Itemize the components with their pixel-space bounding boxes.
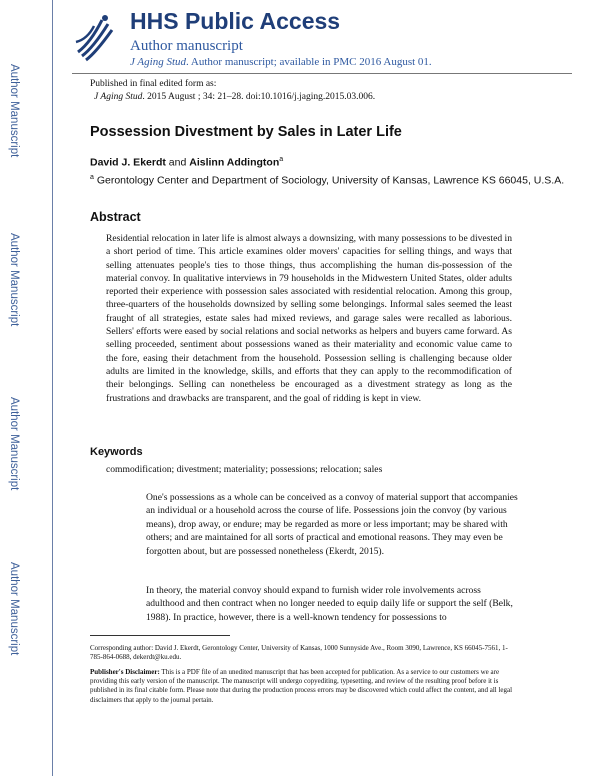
author-manuscript-label: Author manuscript	[130, 38, 243, 54]
author-2-affil-mark: a	[279, 156, 284, 163]
sidebar-label-1: Author Manuscript	[8, 64, 20, 158]
corresponding-author-footnote: Corresponding author: David J. Ekerdt, Gerontology Center, University of Kansas, 1000 Sunnyside Ave., Room 3090, Lawrence, KS 66045-7561, 1-785-864-0688, dekerdt@ku.edu.	[90, 644, 508, 662]
hhs-eagle-logo-icon	[72, 12, 116, 64]
brand-title: HHS Public Access	[130, 8, 341, 34]
body-paragraph-1: One's possessions as a whole can be conceived as a convoy of material support that accompanies an individual or a household across the course of life. Possessions join the convoy (by various means), drop away, or endure; may be regarded as more or less important; may be shared with others; and are maintained for all sorts of practical and emotional reasons. They may even be forgotten about, but are possessed nonetheless (Ekerdt, 2015).	[146, 492, 518, 557]
header-rule	[72, 73, 572, 74]
citation-line	[90, 91, 375, 104]
availability-text: . Author manuscript; available in PMC 2016 August 01.	[186, 56, 432, 68]
author-2: Aislinn Addington	[189, 156, 280, 169]
published-label: Published in final edited form as:	[90, 79, 217, 89]
author-1: David J. Ekerdt	[90, 156, 166, 169]
citation-journal: J Aging Stud	[94, 92, 143, 102]
sidebar-label-4: Author Manuscript	[8, 562, 20, 656]
footnote-rule	[90, 635, 230, 636]
keywords-text: commodification; divestment; materiality; possessions; relocation; sales	[106, 464, 383, 475]
affiliation-text: Gerontology Center and Department of Sociology, University of Kansas, Lawrence KS 66045, U.S.A.	[93, 174, 565, 187]
paper-title: Possession Divestment by Sales in Later Life	[90, 124, 402, 140]
publisher-disclaimer	[90, 668, 520, 705]
disclaimer-label: Publisher's Disclaimer:	[90, 668, 160, 676]
sidebar	[0, 0, 60, 776]
disclaimer-text: This is a PDF file of an unedited manuscript that has been accepted for publication. As a service to our customers we are providing this early version of the manuscript. The manuscript will undergo copyediting, typesetting, and review of the resulting proof before it is published in its final citable form. Please note that during the production process errors may be discovered which could affect the content, and all legal disclaimers that apply to the journal pertain.	[90, 668, 513, 704]
affiliation	[90, 171, 580, 188]
sidebar-label-2: Author Manuscript	[8, 233, 20, 327]
availability-line	[130, 56, 432, 68]
citation-text: . 2015 August ; 34: 21–28. doi:10.1016/j.jaging.2015.03.006.	[142, 92, 376, 102]
sidebar-divider	[52, 0, 53, 776]
authors	[90, 156, 283, 169]
body-paragraph-2: In theory, the material convoy should expand to furnish wider role involvements across adulthood and then contract when no longer needed to equip daily life or support the self (Belk, 1988). In practice, however, there is a well-known tendency for possessions to	[146, 585, 513, 623]
journal-abbrev: J Aging Stud	[130, 56, 187, 68]
sidebar-label-3: Author Manuscript	[8, 397, 20, 491]
header	[72, 10, 592, 70]
keywords-heading: Keywords	[90, 446, 143, 458]
abstract-heading: Abstract	[90, 210, 141, 224]
abstract-text: Residential relocation in later life is almost always a downsizing, with many possessions to be divested in a short period of time. This article examines older movers' capacities for selling things, and ways that selling attenuates people's ties to those things, thus accomplishing the human dis-possession of the material convoy. In qualitative interviews in 79 households in the Midwestern United States, older adults reported their experience with possession sales associated with residential relocation. Among this group, three-quarters of the households downsized by selling some belongings. Informal sales seemed the least fraught of all strategies, estate sales had mixed reviews, and garage sales were recalled as laborious. Sellers' efforts were eased by social relations and social networks as helpers and buyers came forward. As selling proceeded, sentiment about possessions waned as their materiality and economic value came to the fore, easing their detachment from the household. Possession selling is challenging because older adults are limited in the knowledge, skills, and efforts that they can apply to the recommodification of their belongings. Selling can nonetheless be encouraged as a divestment strategy as long as the frustrations and drawbacks are transparent, and the goal of ridding is kept in view.	[106, 233, 512, 404]
publication-info	[90, 78, 375, 104]
affiliation-mark: a	[90, 174, 94, 181]
author-joiner: and	[165, 156, 190, 169]
